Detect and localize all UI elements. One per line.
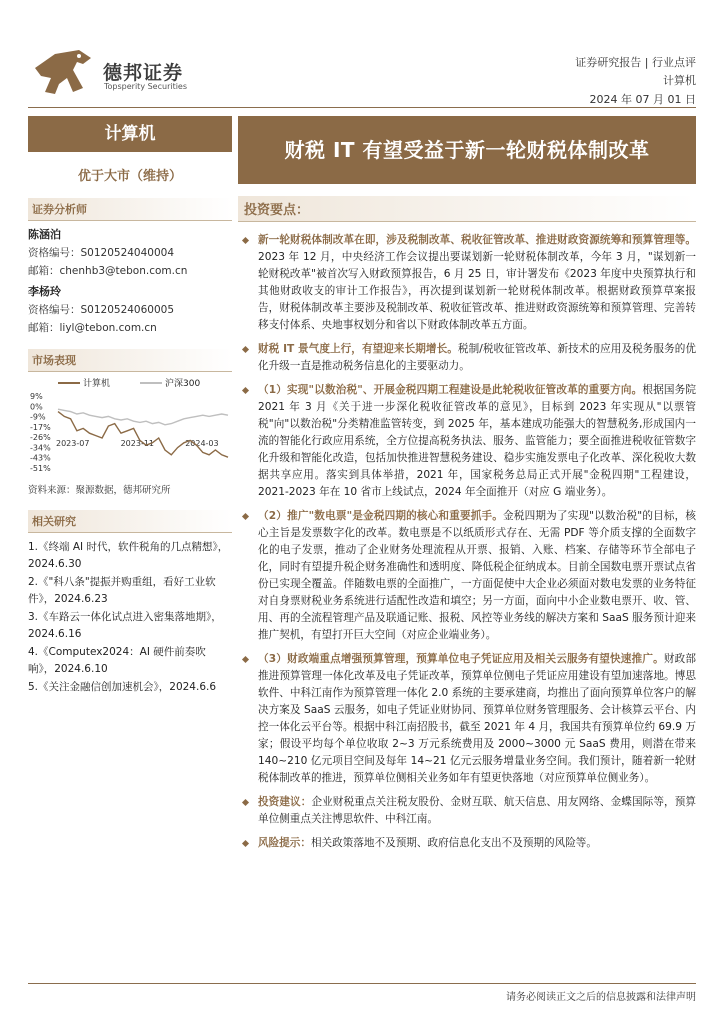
legend-item [58,376,110,389]
legend-label: 计算机 [83,379,111,389]
investment-point [238,651,696,787]
point-text: 企业财税重点关注税友股份、金财互联、航天信息、用友网络、金蝶国际等，预算单位侧重点关注博思软件、中科江南。 [258,796,697,825]
y-tick-label: 9% [30,392,43,401]
investment-point [238,232,696,334]
point-highlight: 投资建议： [258,796,312,808]
main-content [238,116,696,859]
investment-point [238,382,696,501]
point-highlight: 风险提示： [258,837,311,849]
bullet-icon [242,237,249,244]
bullet-icon [242,799,249,806]
point-text: 税制/税收征管改革、新技术的应用及税务服务的优化升级一直是推动税务信息化的主要驱动力。 [258,343,696,372]
point-highlight: （2）推广"数电票"是金税四期的核心和重要抓手。 [258,510,504,522]
x-tick-label: 2024-03 [185,439,219,448]
chart-legend [28,376,232,390]
analyst-heading: 证券分析师 [28,198,232,221]
bullet-icon [242,840,249,847]
related-item[interactable]: 4.《Computex2024：AI 硬件前奏吹响》，2024.6.10 [28,646,206,675]
analyst-name: 陈涵泊 [28,228,61,241]
series-line [58,409,228,425]
investment-heading: 投资要点： [238,196,696,222]
logo-text: 德邦证券 [103,62,184,84]
market-heading: 市场表现 [28,349,232,372]
footer-disclaimer: 请务必阅读正文之后的信息披露和法律声明 [506,992,696,1003]
investment-point [238,835,696,852]
report-date: 2024 年 07 月 01 日 [589,93,696,106]
legend-item [140,376,200,389]
analyst-name: 李杨玲 [28,285,61,298]
investment-point [238,341,696,375]
y-tick-label: -34% [30,443,51,453]
investment-point [238,794,696,828]
analyst-block [28,226,232,335]
y-tick-label: 0% [30,402,43,412]
related-item[interactable]: 1.《终端 AI 时代，软件税角的几点精想》，2024.6.30 [28,541,229,570]
related-heading: 相关研究 [28,510,232,533]
related-item[interactable]: 5.《关注金融信创加速机会》，2024.6.6 [28,681,217,693]
header-industry: 计算机 [663,74,696,87]
rating: 优于大市（维持） [77,169,182,184]
point-text: 金税四期为了实现"以数治税"的目标，核心主旨是发票数字化的改革。数电票是不以纸质形式存在、无需 PDF 等介质支撑的全面数字化的电子发票，推动了企业财务处理流程从开票、报销、入账、档案、存储等环节全部电子化，同时有望提升税企财务准确性和透明度、降低税企征纳成本。目前全国数电票开票试点省份已实现全覆盖。伴随数电票的全面推广，一方面促使中大企业必须面对数电发票的业务特征对自身票财税业务系统进行适配性改造和填空；另一方面，面向中小企业数电票开、收、管、用、再的全流程管理产品及联通记账、报税、风控等业务线的解决方案和 SaaS 服务预计迎来推广契机，有望打开巨大空间（对应企业端业务）。 [258,510,696,641]
analyst-email[interactable]: 邮箱：liyl@tebon.com.cn [28,322,157,334]
point-text: 2023 年 12 月，中央经济工作会议提出要谋划新一轮财税体制改革，今年 3 月，"谋划新一轮财税改革"被首次写入财政预算报告，6 月 25 日，审计署发布《2023 年度中央预算执行和其他财政收支的审计工作报告》，再次提到谋划新一轮财税体制改革。根据财政预算草案报告，财税体制改革主要涉及税制改革、税收征管改革、推进财政资源统筹和预算管理、完善转移支付体系、央地事权划分和省以下财政体制改革五方面。 [258,251,696,331]
point-highlight: 新一轮财税体制改革在即，涉及税制改革、税收征管改革、推进财政资源统筹和预算管理等。 [258,234,696,246]
logo-english: Topsperity Securities [104,82,188,91]
point-text: 根据国务院 2021 年 3 月《关于进一步深化税收征管改革的意见》，目标到 2023 年实现从"以票管税"向"以数治税"分类精准监管转变，到 2025 年，基本建成功能强大的智慧税务,形成国内一流的智能化行政应用系统，全方位提高税务执法、服务、监管能力；要全面推进税收征管数字化升级和智能化改造，包括加快推进智慧税务建设、稳步实施发票电子化改革、深化税收大数据共享应用。落实到具体举措，2021 年，国家税务总局正式开展"金税四期"工程建设，2021-2023 年在 10 省市上线试点，2024 年全面推开（对应 G 端业务）。 [258,384,696,498]
sidebar [28,116,232,697]
legend-label: 沪深300 [165,379,201,389]
bullet-icon [242,387,249,394]
x-tick-label: 2023-11 [120,439,155,448]
point-text: 相关政策落地不及预期、政府信息化支出不及预期的风险等。 [310,837,597,849]
point-highlight: 财税 IT 景气度上行，有望迎来长期增长。 [258,343,458,355]
bullet-icon [242,656,249,663]
y-tick-label: -51% [30,464,51,473]
footer-divider [28,983,696,984]
related-item[interactable]: 2.《"科八条"提振并购重组，看好工业软件》，2024.6.23 [28,576,216,605]
investment-point [238,508,696,644]
chart-source: 资料来源：聚源数据，德邦研究所 [28,485,171,496]
point-highlight: （1）实现"以数治税"、开展金税四期工程建设是此轮税收征管改革的重要方向。 [258,384,643,396]
header-divider [28,107,696,108]
related-item[interactable]: 3.《车路云一体化试点进入密集落地期》，2024.6.16 [28,611,222,640]
bullet-icon [242,346,249,353]
legend-swatch [140,382,162,384]
point-text: 财政部推进预算管理一体化改革及电子凭证改革，预算单位侧电子凭证应用建设有望加速落地。博思软件、中科江南作为预算管理一体化 2.0 系统的主要承建商，均推出了面向预算单位客户的解决方案及 SaaS 云服务，如电子凭证业财协同、预算单位财务管理服务、会计核算云平台、内控一体化云平台等。根据中科江南招股书，截至 2021 年 4 月，我国共有预算单位约 69.9 万家；假设平均每个单位收取 2~3 万元系统费用及 2000~3000 元 SaaS 费用，则潜在带来 140~210 亿元项目空间及每年 14~21 亿元云服务增量业务空间。我们预计，随着新一轮财税体制改革的推进，预算单位侧相关业务如年有望更快落地（对应预算单位侧业务）。 [258,653,696,784]
legend-swatch [58,382,80,384]
report-type: 证券研究报告 | 行业点评 [575,56,696,69]
y-tick-label: -9% [30,412,46,422]
x-tick-label: 2023-07 [56,439,90,448]
point-highlight: （3）财政端重点增强预算管理，预算单位电子凭证应用及相关云服务有望快速推广。 [258,653,664,665]
bullet-icon [242,513,249,520]
logo-icon [33,48,93,96]
y-tick-label: -17% [30,422,51,432]
report-title: 财税 IT 有望受益于新一轮财税体制改革 [238,116,696,184]
y-tick-label: -43% [30,453,51,463]
series-line [58,412,228,458]
industry-box: 计算机 [28,116,232,152]
analyst-cert: 资格编号：S0120524040004 [28,247,175,259]
analyst-email[interactable]: 邮箱：chenhb3@tebon.com.cn [28,265,188,277]
investment-points [238,232,696,852]
related-list [28,539,232,696]
analyst-cert: 资格编号：S0120524060005 [28,304,175,316]
y-tick-label: -26% [30,433,51,443]
market-chart [28,390,232,476]
